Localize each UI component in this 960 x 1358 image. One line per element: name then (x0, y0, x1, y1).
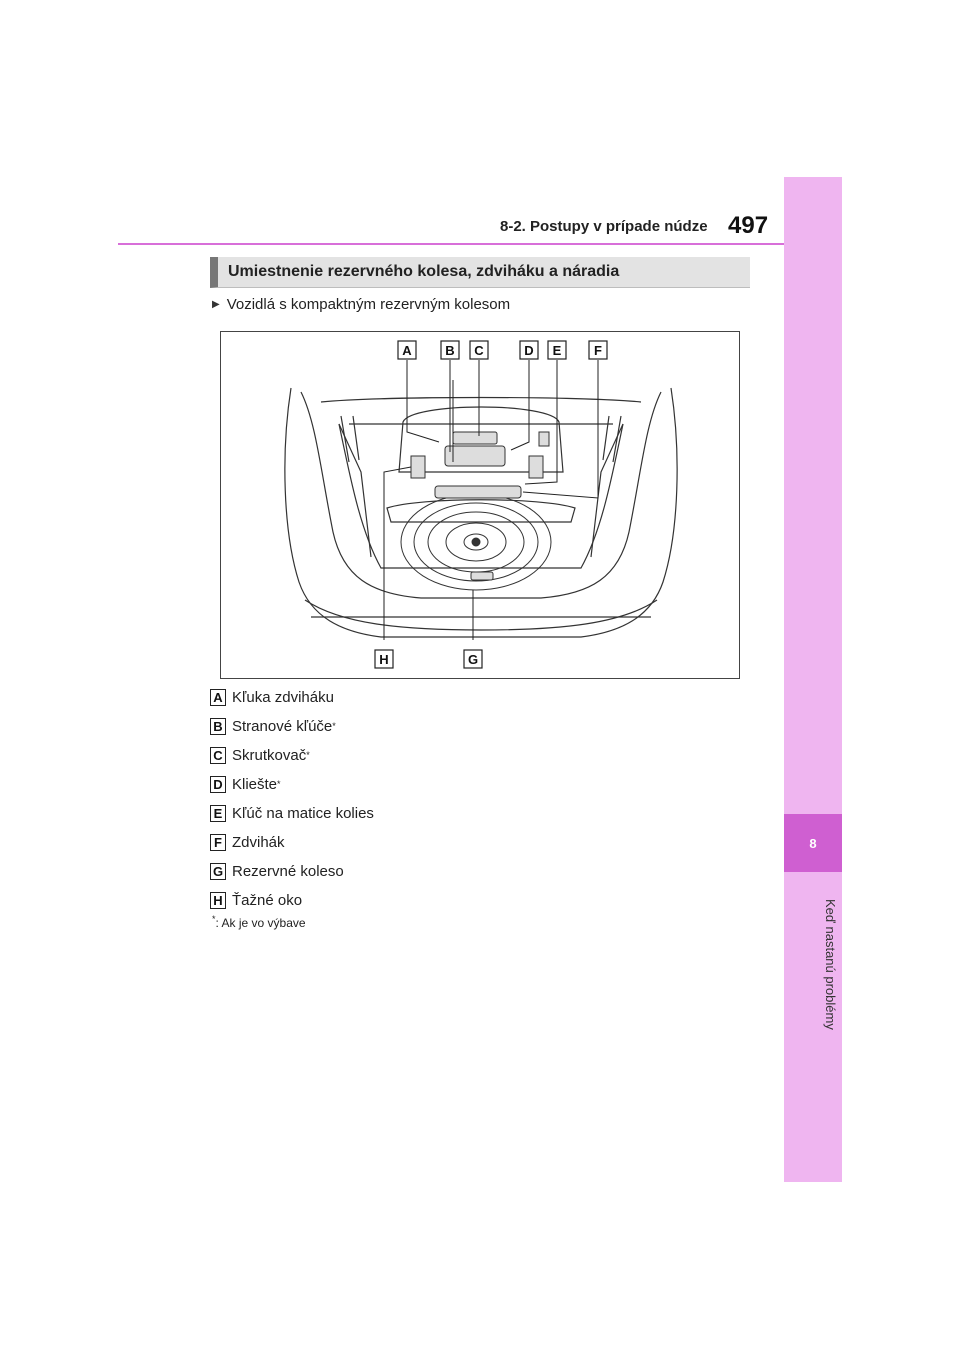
legend-label: Rezervné koleso (232, 862, 344, 880)
legend-item-g (210, 861, 344, 881)
svg-text:G: G (467, 652, 479, 667)
svg-text:H: H (379, 652, 389, 667)
svg-text:F: F (594, 343, 602, 358)
legend-label: Kliešte (232, 775, 278, 793)
legend-item-e (210, 803, 374, 823)
legend-label: Stranové kľúče (232, 717, 333, 735)
legend-item-h (210, 890, 302, 910)
legend-key: E (210, 805, 226, 822)
legend-key: G (210, 863, 226, 880)
legend-key: B (210, 718, 226, 735)
legend-key: D (210, 776, 226, 793)
legend-label: Skrutkovač (232, 746, 307, 764)
footnote-text: : Ak je vo výbave (215, 916, 306, 930)
legend-item-b: B Stranové kľúče * (210, 716, 336, 736)
legend-label: Ťažné oko (232, 891, 303, 909)
legend-item-a (210, 687, 334, 707)
page-number: 497 (728, 212, 769, 239)
legend-key: A (210, 689, 226, 706)
triangle-bullet-icon: ▶ (212, 299, 220, 310)
legend-label: Kľuka zdviháku (232, 688, 334, 706)
legend-label: Zdvihák (232, 833, 285, 851)
legend-label: Kľúč na matice kolies (232, 804, 374, 822)
legend-item-c: C Skrutkovač * (210, 745, 310, 765)
legend-key: C (210, 747, 226, 764)
svg-text:A: A (402, 343, 412, 358)
svg-text:C: C (474, 343, 484, 358)
running-header: 8-2. Postupy v prípade núdze (500, 218, 708, 235)
trunk-drawing (221, 332, 741, 680)
footnote-mark: * (212, 914, 216, 924)
legend-item-f (210, 832, 285, 852)
legend-key: F (210, 834, 226, 851)
subheading-text: Vozidlá s kompaktným rezervným kolesom (226, 296, 511, 313)
chapter-number: 8 (809, 835, 817, 851)
svg-text:B: B (445, 343, 455, 358)
trunk-illustration (220, 331, 740, 679)
section-heading-text: Umiestnenie rezervného kolesa, zdviháku a náradia (228, 263, 620, 280)
legend-key: H (210, 892, 226, 909)
svg-text:D: D (524, 343, 534, 358)
tools (411, 432, 549, 580)
svg-text:E: E (552, 343, 562, 358)
section-heading (210, 257, 750, 288)
footnote (212, 916, 306, 930)
legend-item-d: D Kliešte * (210, 774, 281, 794)
chapter-number-box (784, 814, 842, 872)
header-rule (118, 243, 784, 245)
subheading (212, 296, 510, 313)
chapter-title: Keď nastanú problémy (823, 898, 838, 1030)
